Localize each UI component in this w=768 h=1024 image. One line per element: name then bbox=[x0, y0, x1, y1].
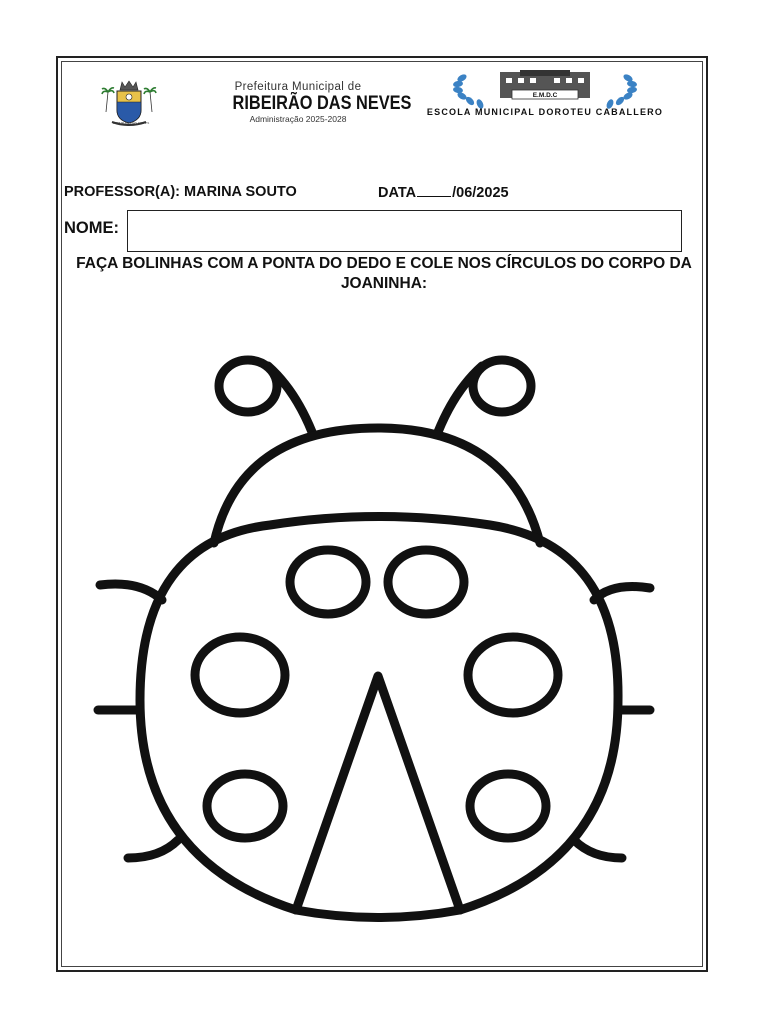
date-suffix: /06/2025 bbox=[452, 185, 509, 201]
leg-right-top bbox=[594, 587, 650, 601]
prefeitura-line1: Prefeitura Municipal de bbox=[234, 81, 362, 93]
school-name: ESCOLA MUNICIPAL DOROTEU CABALLERO bbox=[426, 107, 664, 117]
ladybug-body bbox=[140, 517, 618, 911]
leg-left-top bbox=[100, 584, 162, 600]
spot-mid-left bbox=[195, 637, 285, 713]
leg-left-bottom bbox=[128, 840, 178, 858]
leg-right-bottom bbox=[574, 840, 622, 858]
spot-mid-right bbox=[468, 637, 558, 713]
body-bottom bbox=[296, 910, 460, 918]
wing-split bbox=[296, 676, 460, 910]
prefeitura-line3: Administração 2025-2028 bbox=[249, 114, 347, 124]
name-label: NOME: bbox=[64, 219, 119, 237]
school-badge: E.M.D.C bbox=[532, 92, 558, 99]
coat-caption: RIBEIRÃO DAS NEVES bbox=[112, 121, 150, 125]
spot-top-right bbox=[388, 550, 464, 614]
spot-bottom-right bbox=[470, 774, 546, 838]
spot-top-left bbox=[290, 550, 366, 614]
instructions: FAÇA BOLINHAS COM A PONTA DO DEDO E COLE NOS CÍRCULOS DO CORPO DA JOANINHA: bbox=[76, 255, 692, 292]
prefeitura-line2: RIBEIRÃO DAS NEVES bbox=[232, 93, 412, 114]
date-label: DATA bbox=[378, 185, 417, 201]
spot-bottom-left bbox=[207, 774, 283, 838]
professor-label: PROFESSOR(A): MARINA SOUTO bbox=[64, 184, 297, 200]
